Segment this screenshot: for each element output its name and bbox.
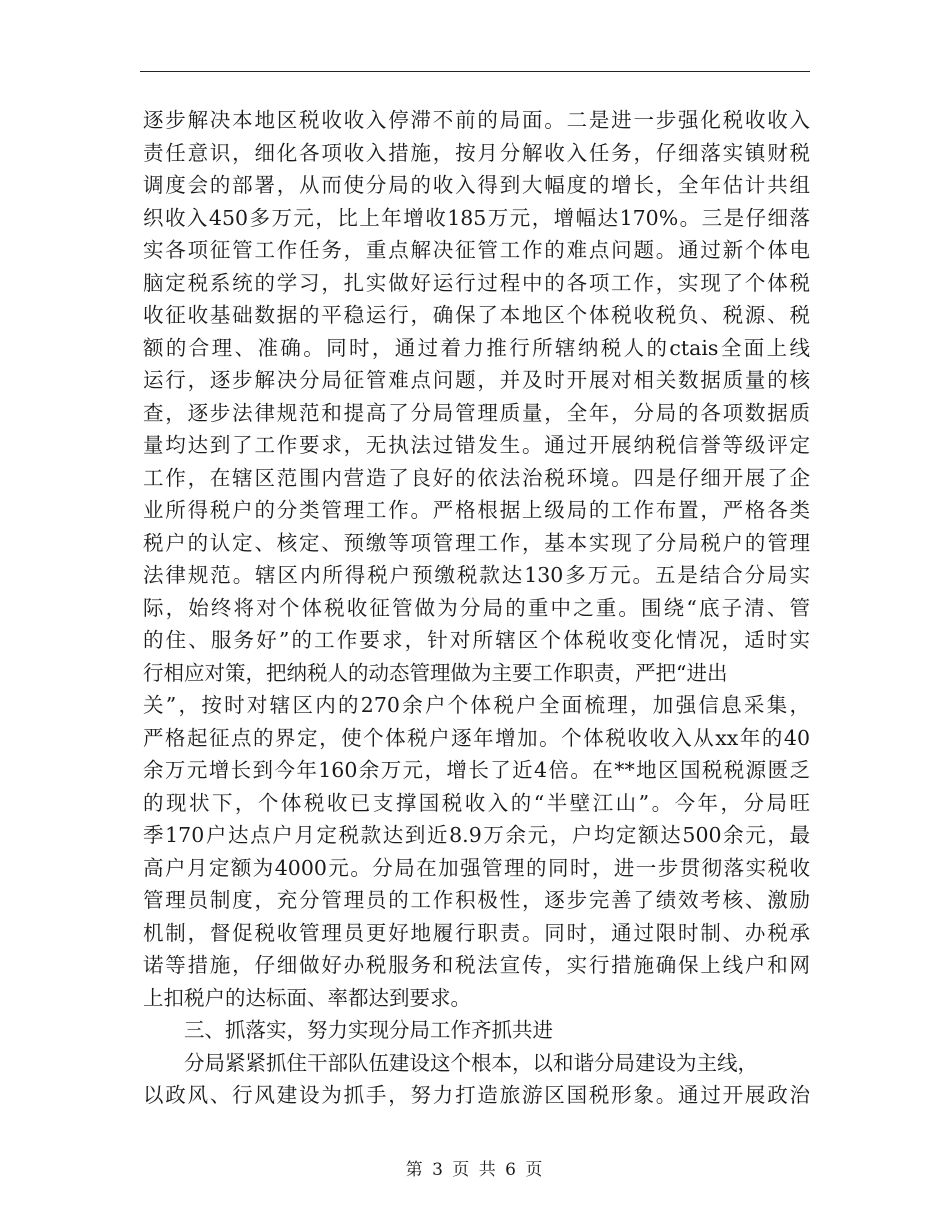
body-line: 上扣税户的达标面、率都达到要求。 [143,985,471,1010]
body-line: 收征收基础数据的平稳运行，确保了本地区个体税收税负、税源、税 [143,303,810,327]
body-line: 业所得税户的分类管理工作。严格根据上级局的工作布置，严格各类 [143,498,810,522]
body-line: 查，逐步法律规范和提高了分局管理质量，全年，分局的各项数据质 [143,400,810,425]
body-line: 工作，在辖区范围内营造了良好的依法治税环境。四是仔细开展了企 [143,465,810,490]
body-line: 实各项征管工作任务，重点解决征管工作的难点问题。通过新个体电 [143,238,810,262]
body-line: 调度会的部署，从而使分局的收入得到大幅度的增长，全年估计共组 [143,173,810,197]
body-line: 管理员制度，充分管理员的工作积极性，逐步完善了绩效考核、激励 [143,888,810,912]
body-line: 行相应对策，把纳税人的动态管理做为主要工作职责，严把“进出 [143,660,728,685]
body-line: 额的合理、准确。同时，通过着力推行所辖纳税人的ctais全面上线 [143,335,810,360]
body-line: 分局紧紧抓住干部队伍建设这个根本，以和谐分局建设为主线， [184,1050,758,1075]
body-line: 机制，督促税收管理员更好地履行职责。同时，通过限时制、办税承 [143,920,810,945]
body-line: 高户月定额为4000元。分局在加强管理的同时，进一步贯彻落实税收 [143,855,810,880]
body-line: 织收入450多万元，比上年增收185万元，增幅达170%。三是仔细落 [143,205,810,230]
body-line: 法律规范。辖区内所得税户预缴税款达130多万元。五是结合分局实 [143,563,810,587]
body-line: 诺等措施，仔细做好办税服务和税法宣传，实行措施确保上线户和网 [143,953,810,977]
body-line: 脑定税系统的学习，扎实做好运行过程中的各项工作，实现了个体税 [143,270,810,295]
body-line: 量均达到了工作要求，无执法过错发生。通过开展纳税信誉等级评定 [143,433,810,457]
header-rule [140,71,810,72]
body-line: 运行，逐步解决分局征管难点问题，并及时开展对相关数据质量的核 [143,368,810,392]
section-heading: 三、抓落实，努力实现分局工作齐抓共进 [184,1018,553,1042]
body-line: 际，始终将对个体税收征管做为分局的重中之重。围绕“底子清、管 [143,595,810,620]
body-line: 的现状下，个体税收已支撑国税收入的“半壁江山”。今年，分局旺 [143,790,810,815]
body-line: 以政风、行风建设为抓手，努力打造旅游区国税形象。通过开展政治 [143,1083,810,1107]
body-line: 的住、服务好”的工作要求，针对所辖区个体税收变化情况，适时实 [143,628,810,652]
page-number: 第 3 页 共 6 页 [405,1160,545,1180]
body-line: 关”，按时对辖区内的270余户个体税户全面梳理，加强信息采集， [143,693,810,717]
body-line: 责任意识，细化各项收入措施，按月分解收入任务，仔细落实镇财税 [143,140,810,165]
body-line: 季170户达点户月定税款达到近8.9万余元，户均定额达500余元，最 [143,823,810,847]
body-line: 逐步解决本地区税收收入停滞不前的局面。二是进一步强化税收收入 [143,108,810,132]
body-line: 严格起征点的界定，使个体税户逐年增加。个体税收收入从xx年的40 [143,725,810,750]
body-line: 余万元增长到今年160余万元，增长了近4倍。在**地区国税税源匮乏 [143,758,810,782]
document-body [143,104,810,1112]
body-line: 税户的认定、核定、预缴等项管理工作，基本实现了分局税户的管理 [143,530,810,555]
